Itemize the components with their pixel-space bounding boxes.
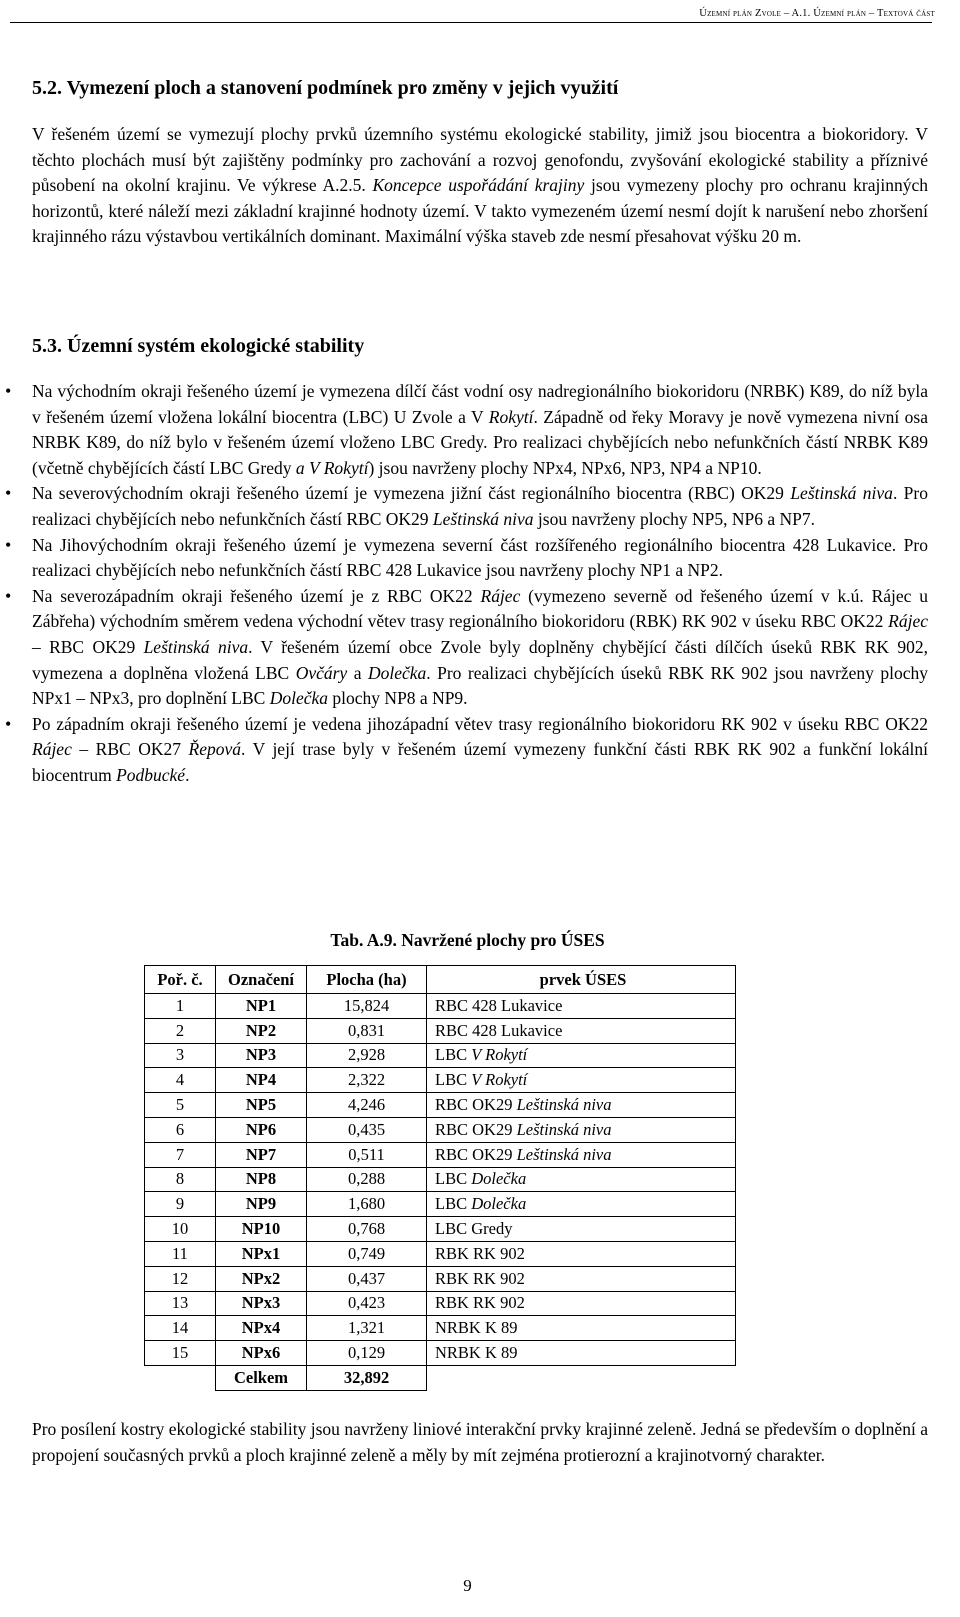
column-header-area: Plocha (ha) [307, 966, 427, 994]
table-row [145, 1117, 736, 1142]
list-item [0, 379, 928, 481]
italic-run: Ovčáry [295, 662, 348, 683]
text-run: plochy NP8 a NP9. [328, 688, 468, 709]
italic-run: Koncepce uspořádání krajiny [372, 175, 585, 196]
cell-area: 0,288 [307, 1167, 427, 1192]
italic-run: Podbucké [116, 764, 186, 785]
text-run: Na severozápadním okraji řešeného území je z RBC OK22 [32, 585, 481, 606]
cell-order: 13 [145, 1291, 216, 1316]
element-italic: Leštinská niva [516, 1119, 612, 1139]
element-text: RBC 428 Lukavice [435, 995, 563, 1015]
closing-paragraph: Pro posílení kostry ekologické stability jsou navrženy liniové interakční prvky krajinné zeleně. Jedná se především o doplnění a propojení současných prvků a ploch krajinné zeleně a měly by mít zejména protierozní a krajinotvorný charakter. [32, 1419, 928, 1465]
table-body [145, 994, 736, 1391]
cell-code: NP5 [216, 1093, 307, 1118]
cell-area: 0,768 [307, 1217, 427, 1242]
page-number: 9 [463, 1576, 472, 1595]
cell-code: NP9 [216, 1192, 307, 1217]
cell-element [427, 1142, 736, 1167]
uses-table [144, 965, 736, 1391]
italic-run: Leštinská niva [432, 508, 534, 529]
text-run: . V její trase byly v řešeném území vymezeny funkční části RBK RK 902 a funkční lokální biocentrum [32, 739, 928, 785]
list-item [0, 712, 928, 789]
section-heading-5-3: 5.3. Územní systém ekologické stability [32, 335, 365, 357]
cell-area: 2,322 [307, 1068, 427, 1093]
paragraph-5-2 [32, 122, 928, 250]
cell-element [427, 1018, 736, 1043]
italic-run: Leštinská niva [143, 636, 249, 657]
italic-run: Řepová [188, 739, 241, 760]
table-row [145, 1142, 736, 1167]
cell-order: 14 [145, 1316, 216, 1341]
table-row [145, 1192, 736, 1217]
text-run: Na východním okraji řešeného území je vymezena dílčí část vodní osy nadregionálního biokoridoru (NRBK) K89, do níž byla v řešeném území vložena lokální biocentra (LBC) U Zvole a V [32, 381, 928, 427]
element-text: RBK RK 902 [435, 1243, 525, 1263]
element-text: LBC [435, 1070, 472, 1090]
table-row [145, 1241, 736, 1266]
text-run: . Západně od řeky Moravy je nově vymezena nivní osa NRBK K89, do níž bylo v řešeném území vloženo LBC Gredy. Pro realizaci chybějících nebo nefunkčních částí NRBK K89 (včetně chybějících částí LBC Gredy [32, 406, 929, 478]
total-value: 32,892 [307, 1365, 427, 1390]
table-row [145, 1093, 736, 1118]
text-run: . [185, 764, 190, 785]
element-text: NRBK K 89 [435, 1318, 518, 1338]
element-text: RBK RK 902 [435, 1268, 525, 1288]
text-run: V řešeném území se vymezují plochy prvků územního systému ekologické stability, jimiž jsou biocentra a biokoridory. V těchto plochách musí být zajištěny podmínky pro zachování a rozvoj genofondu, zvyšování ekologické stability a příznivé působení na okolní krajinu. Ve výkrese A.2.5. [32, 124, 928, 196]
element-text: RBC 428 Lukavice [435, 1020, 563, 1040]
italic-run: Dolečka [269, 688, 329, 709]
cell-code: NPx6 [216, 1341, 307, 1366]
element-italic: Leštinská niva [516, 1095, 612, 1115]
element-text: LBC [435, 1045, 472, 1065]
cell-area: 1,321 [307, 1316, 427, 1341]
cell-order: 6 [145, 1117, 216, 1142]
element-text: RBC OK29 [435, 1144, 517, 1164]
cell-element [427, 1117, 736, 1142]
cell-element [427, 994, 736, 1019]
cell-order: 7 [145, 1142, 216, 1167]
empty-cell [427, 1365, 736, 1390]
table-row [145, 1266, 736, 1291]
cell-order: 8 [145, 1167, 216, 1192]
table-row [145, 1018, 736, 1043]
cell-order: 9 [145, 1192, 216, 1217]
element-italic: Leštinská niva [516, 1144, 612, 1164]
cell-element [427, 1266, 736, 1291]
italic-run: a V Rokytí [295, 457, 369, 478]
cell-order: 3 [145, 1043, 216, 1068]
table-row [145, 1291, 736, 1316]
cell-order: 12 [145, 1266, 216, 1291]
text-run: – RBC OK29 [32, 636, 144, 657]
cell-element [427, 1043, 736, 1068]
cell-element [427, 1093, 736, 1118]
italic-run: Rájec [32, 739, 72, 760]
running-header: Územní plán Zvole – A.1. Územní plán – Textová část [699, 8, 935, 19]
table-row [145, 1043, 736, 1068]
cell-area: 0,831 [307, 1018, 427, 1043]
cell-area: 15,824 [307, 994, 427, 1019]
text-run: a [347, 662, 368, 683]
empty-cell [145, 1365, 216, 1390]
element-text: LBC Gredy [435, 1219, 513, 1239]
cell-element [427, 1167, 736, 1192]
cell-area: 1,680 [307, 1192, 427, 1217]
cell-code: NP8 [216, 1167, 307, 1192]
cell-code: NPx1 [216, 1241, 307, 1266]
table-row [145, 1217, 736, 1242]
cell-area: 0,129 [307, 1341, 427, 1366]
cell-order: 5 [145, 1093, 216, 1118]
text-run: Na Jihovýchodním okraji řešeného území je vymezena severní část rozšířeného regionálního biocentra 428 Lukavice. Pro realizaci chybějících nebo nefunkčních částí RBC 428 Lukavice jsou navrženy plochy NP1 a NP2. [32, 534, 928, 581]
cell-code: NP1 [216, 994, 307, 1019]
text-run: . Pro realizaci chybějících nebo nefunkčních částí RBC OK29 [32, 483, 928, 529]
text-run: Na severovýchodním okraji řešeného území je vymezena jižní část regionálního biocentra (RBC) OK29 [32, 483, 791, 504]
uses-bullet-list [0, 379, 928, 789]
column-header-order: Poř. č. [145, 966, 216, 994]
cell-area: 0,437 [307, 1266, 427, 1291]
table-header-row [145, 966, 736, 994]
cell-code: NP6 [216, 1117, 307, 1142]
table-total-row [145, 1365, 736, 1390]
table-row [145, 994, 736, 1019]
text-run: Po západním okraji řešeného území je vedena jihozápadní větev trasy regionálního biokoridoru RK 902 v úseku RBC OK22 [32, 713, 928, 734]
cell-element [427, 1217, 736, 1242]
list-item [0, 533, 928, 584]
section-heading-5-2: 5.2. Vymezení ploch a stanovení podmínek pro změny v jejich využití [32, 77, 619, 99]
text-run: . V řešeném území obce Zvole byly doplněny chybějící části dílčích úseků RBK RK 902, vymezena a doplněna vložená LBC [32, 636, 928, 683]
cell-element [427, 1192, 736, 1217]
text-run: ) jsou navrženy plochy NPx4, NPx6, NP3, NP4 a NP10. [368, 457, 762, 478]
cell-code: NPx3 [216, 1291, 307, 1316]
cell-order: 1 [145, 994, 216, 1019]
italic-run: Rokytí [488, 406, 534, 427]
table-row [145, 1316, 736, 1341]
table-row [145, 1341, 736, 1366]
element-italic: Dolečka [471, 1194, 527, 1214]
cell-order: 4 [145, 1068, 216, 1093]
text-run: jsou navrženy plochy NP5, NP6 a NP7. [533, 508, 815, 529]
element-italic: V Rokytí [471, 1045, 528, 1065]
cell-order: 15 [145, 1341, 216, 1366]
text-run: – RBC OK27 [71, 739, 189, 760]
element-text: RBC OK29 [435, 1095, 517, 1115]
cell-area: 0,749 [307, 1241, 427, 1266]
cell-code: NP7 [216, 1142, 307, 1167]
cell-code: NP3 [216, 1043, 307, 1068]
italic-run: Dolečka [367, 662, 427, 683]
italic-run: Leštinská niva [790, 483, 893, 504]
element-italic: Dolečka [471, 1169, 527, 1189]
cell-element [427, 1068, 736, 1093]
table-row [145, 1068, 736, 1093]
table-row [145, 1167, 736, 1192]
cell-code: NP10 [216, 1217, 307, 1242]
cell-order: 2 [145, 1018, 216, 1043]
cell-code: NPx4 [216, 1316, 307, 1341]
text-run: . Pro realizaci chybějících úseků RBK RK 902 jsou navrženy plochy NPx1 – NPx3, pro doplnění LBC [32, 662, 928, 709]
cell-element [427, 1241, 736, 1266]
list-item [0, 584, 928, 712]
element-text: RBC OK29 [435, 1119, 517, 1139]
cell-code: NPx2 [216, 1266, 307, 1291]
cell-area: 0,511 [307, 1142, 427, 1167]
cell-code: NP4 [216, 1068, 307, 1093]
cell-element [427, 1316, 736, 1341]
element-text: RBK RK 902 [435, 1293, 525, 1313]
cell-area: 4,246 [307, 1093, 427, 1118]
text-run: (vymezeno severně od řešeného území v k.ú. Rájec u Zábřeha) východním směrem vedena východní větev trasy regionálního biokoridoru (RBK) RK 902 v úseku RBC OK22 [32, 585, 928, 632]
total-label: Celkem [216, 1365, 307, 1390]
header-rule [10, 22, 932, 23]
cell-area: 0,423 [307, 1291, 427, 1316]
cell-order: 10 [145, 1217, 216, 1242]
element-text: NRBK K 89 [435, 1343, 518, 1363]
cell-element [427, 1291, 736, 1316]
list-item [0, 481, 928, 532]
column-header-element: prvek ÚSES [427, 966, 736, 994]
text-run: jsou vymezeny plochy pro ochranu krajinných horizontů, které náleží mezi základní krajinné hodnoty území. V takto vymezeném území nesmí dojít k narušení nebo zhoršení krajinného rázu výstavbou vertikálních dominant. Maximální výška staveb zde nesmí přesahovat výšku 20 m. [32, 175, 929, 247]
italic-run: Rájec [888, 611, 928, 632]
cell-area: 0,435 [307, 1117, 427, 1142]
cell-order: 11 [145, 1241, 216, 1266]
element-italic: V Rokytí [471, 1070, 528, 1090]
element-text: LBC [435, 1194, 472, 1214]
cell-element [427, 1341, 736, 1366]
cell-area: 2,928 [307, 1043, 427, 1068]
cell-code: NP2 [216, 1018, 307, 1043]
element-text: LBC [435, 1169, 472, 1189]
column-header-code: Označení [216, 966, 307, 994]
table-caption: Tab. A.9. Navržené plochy pro ÚSES [330, 930, 605, 950]
italic-run: Rájec [480, 585, 521, 606]
